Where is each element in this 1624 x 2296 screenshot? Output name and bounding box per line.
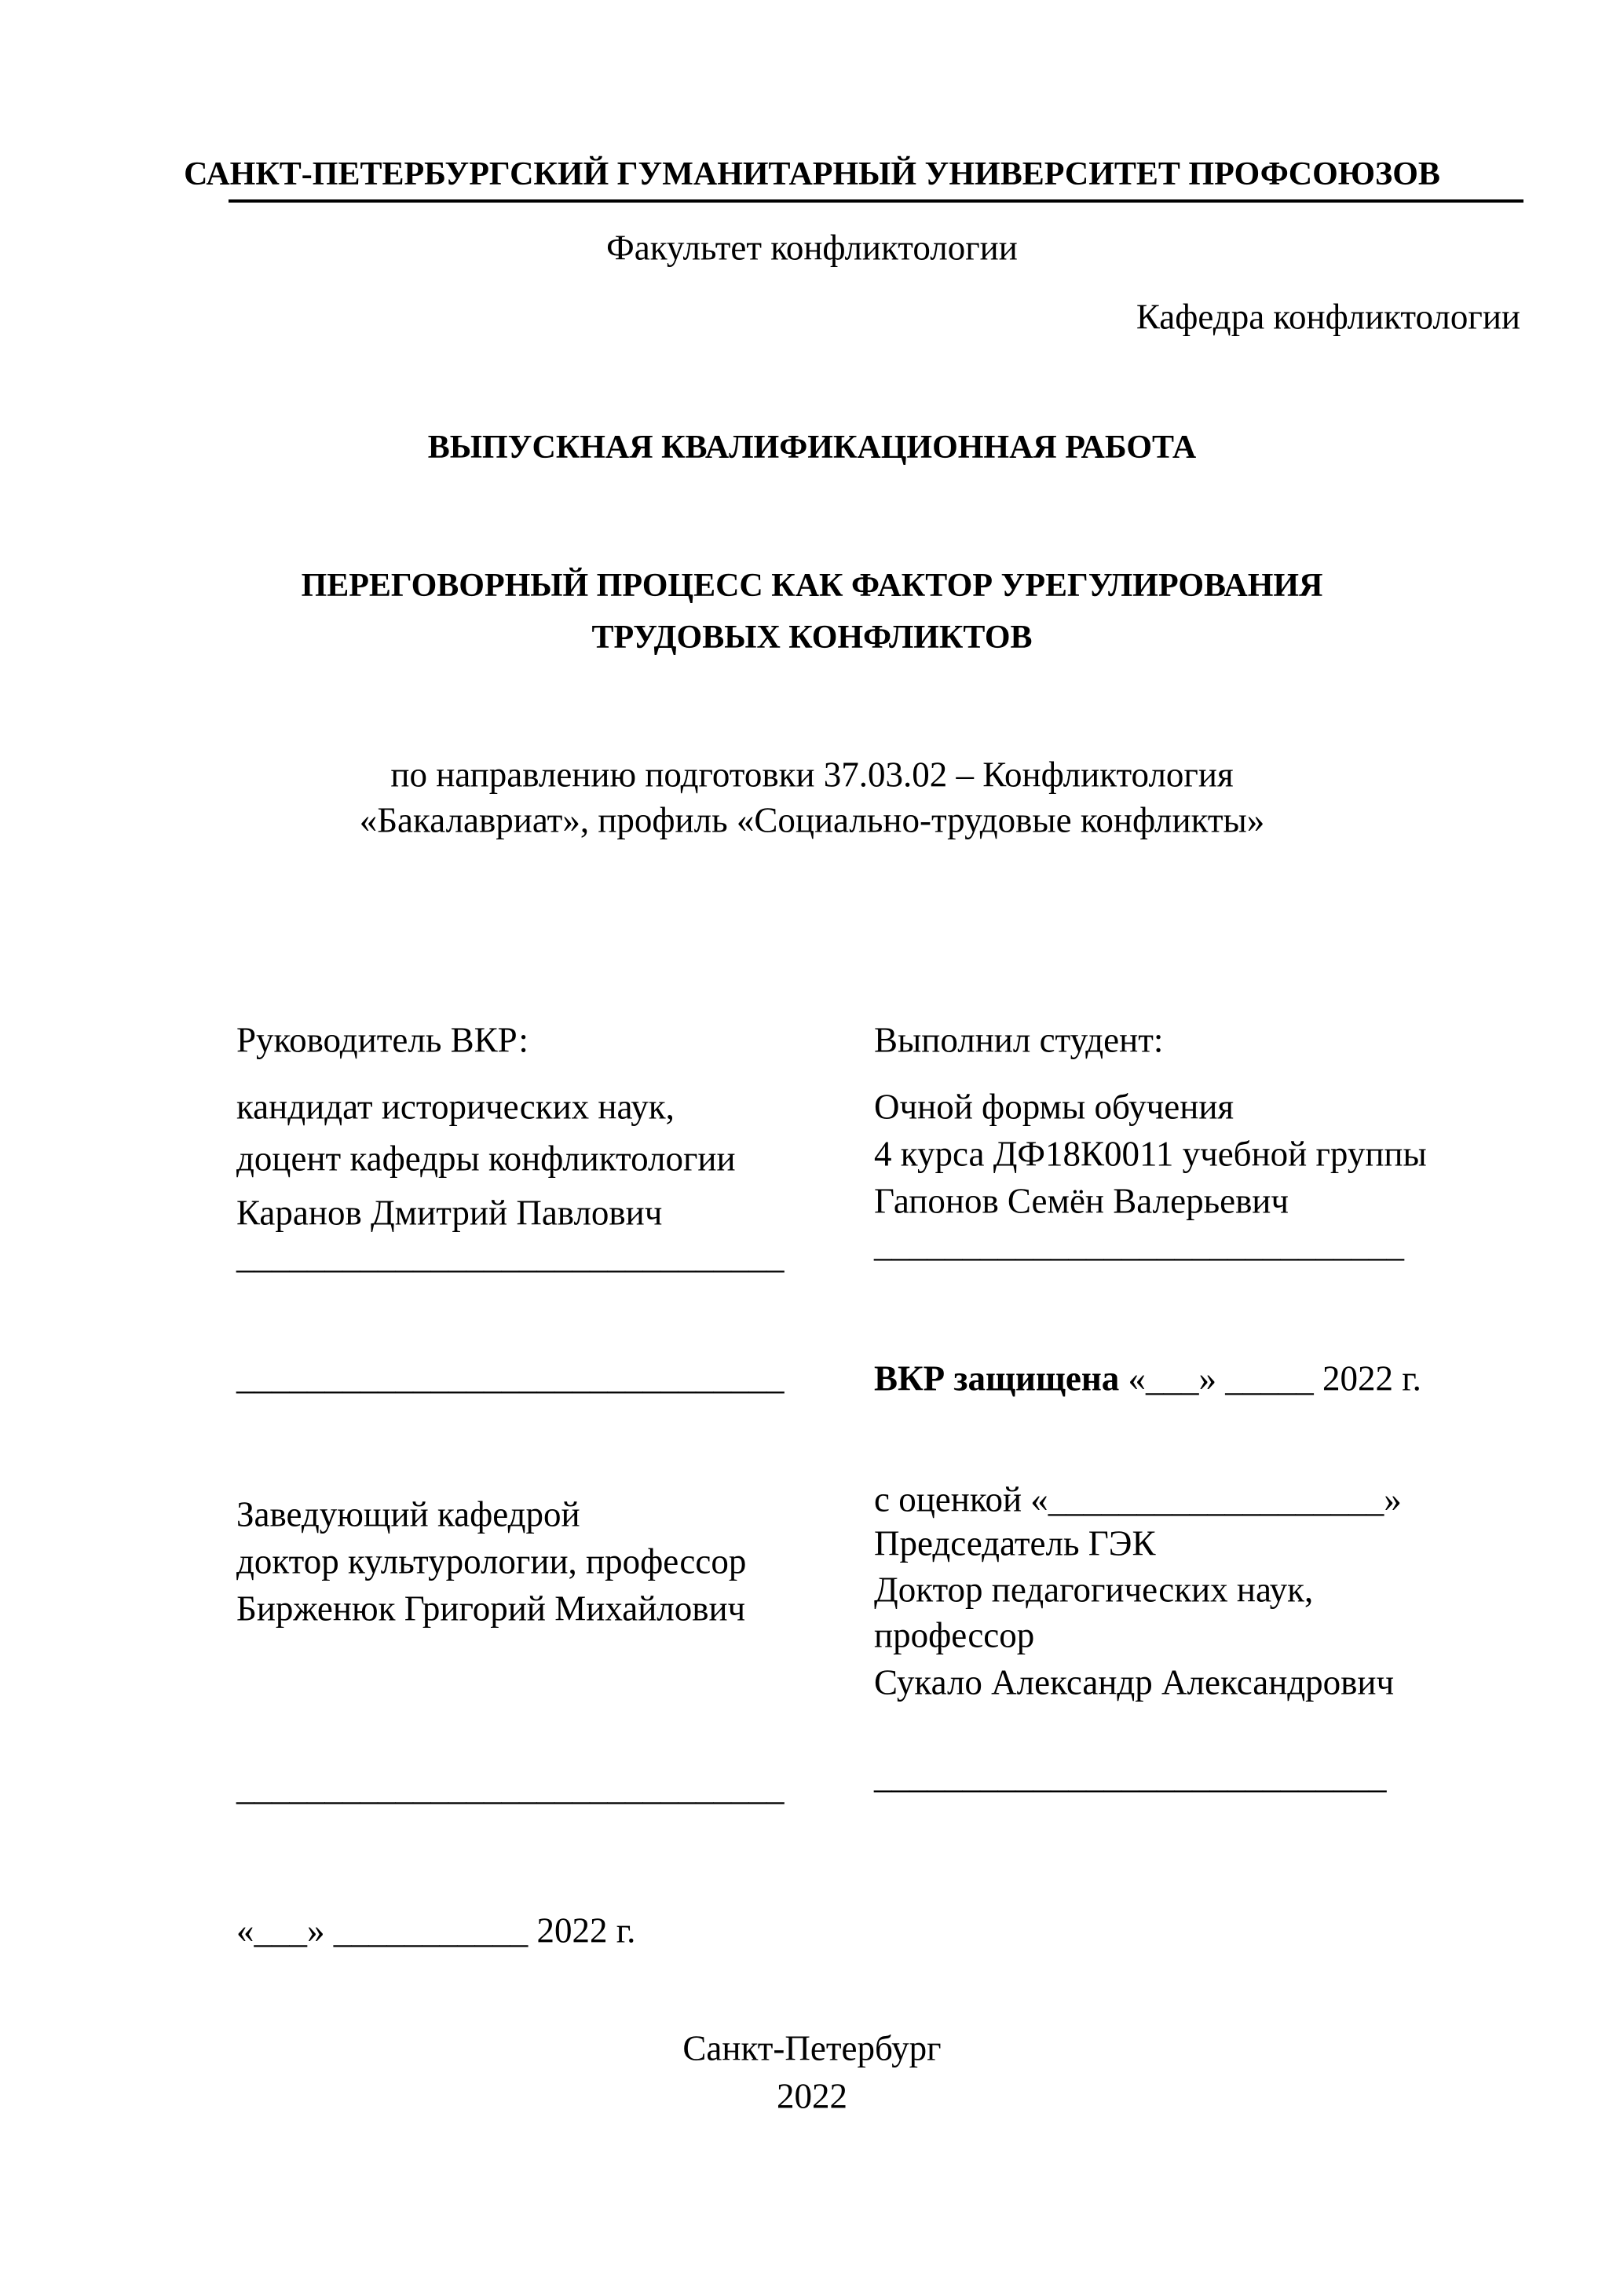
defense-date: «___» _____ 2022 г. [1119,1358,1421,1398]
year: 2022 [777,2076,847,2116]
title-line-2: ТРУДОВЫХ КОНФЛИКТОВ [591,620,1033,656]
defense-label: ВКР защищена [874,1358,1120,1398]
faculty: Факультет конфликтологии [606,228,1018,268]
direction-line-1: по направлению подготовки 37.03.02 – Конфликтология [390,755,1234,795]
work-type: ВЫПУСКНАЯ КВАЛИФИКАЦИОННАЯ РАБОТА [427,430,1197,466]
direction-line-2: «Бакалавриат», профиль «Социально-трудовые конфликты» [359,800,1265,840]
student-label: Выполнил студент: [874,1020,1164,1060]
chair-degree: Доктор педагогических наук, [874,1570,1314,1610]
chair-title: Председатель ГЭК [874,1523,1156,1563]
chair-signature-line: _____________________________ [874,1756,1387,1796]
chair-rank: профессор [874,1615,1035,1655]
student-signature-line: ______________________________ [874,1224,1404,1264]
title-line-1: ПЕРЕГОВОРНЫЙ ПРОЦЕСС КАК ФАКТОР УРЕГУЛИРОВАНИЯ [301,568,1323,604]
supervisor-signature-line-2: _______________________________ [236,1357,785,1397]
supervisor-signature-line: _______________________________ [236,1236,785,1276]
supervisor-name: Каранов Дмитрий Павлович [236,1193,663,1233]
head-title: Заведующий кафедрой [236,1494,580,1534]
student-name: Гапонов Семён Валерьевич [874,1181,1289,1221]
department: Кафедра конфликтологии [1136,297,1520,337]
university-name: САНКТ-ПЕТЕРБУРГСКИЙ ГУМАНИТАРНЫЙ УНИВЕРСИТЕТ ПРОФСОЮЗОВ [184,156,1440,192]
head-name: Бирженюк Григорий Михайлович [236,1589,746,1629]
supervisor-position: доцент кафедры конфликтологии [236,1139,736,1179]
grade-line: с оценкой «___________________» [874,1479,1402,1519]
student-form: Очной формы обучения [874,1087,1234,1127]
supervisor-label: Руководитель ВКР: [236,1020,529,1060]
date-line: «___» ___________ 2022 г. [236,1910,636,1951]
city: Санкт-Петербург [682,2028,942,2068]
chair-name: Сукало Александр Александрович [874,1662,1395,1702]
defense-status [874,1358,1421,1398]
supervisor-degree: кандидат исторических наук, [236,1087,675,1127]
head-signature-line: _______________________________ [236,1768,785,1808]
student-group: 4 курса ДФ18К0011 учебной группы [874,1134,1427,1174]
header-rule [229,199,1523,203]
head-degree: доктор культурологии, профессор [236,1541,747,1581]
